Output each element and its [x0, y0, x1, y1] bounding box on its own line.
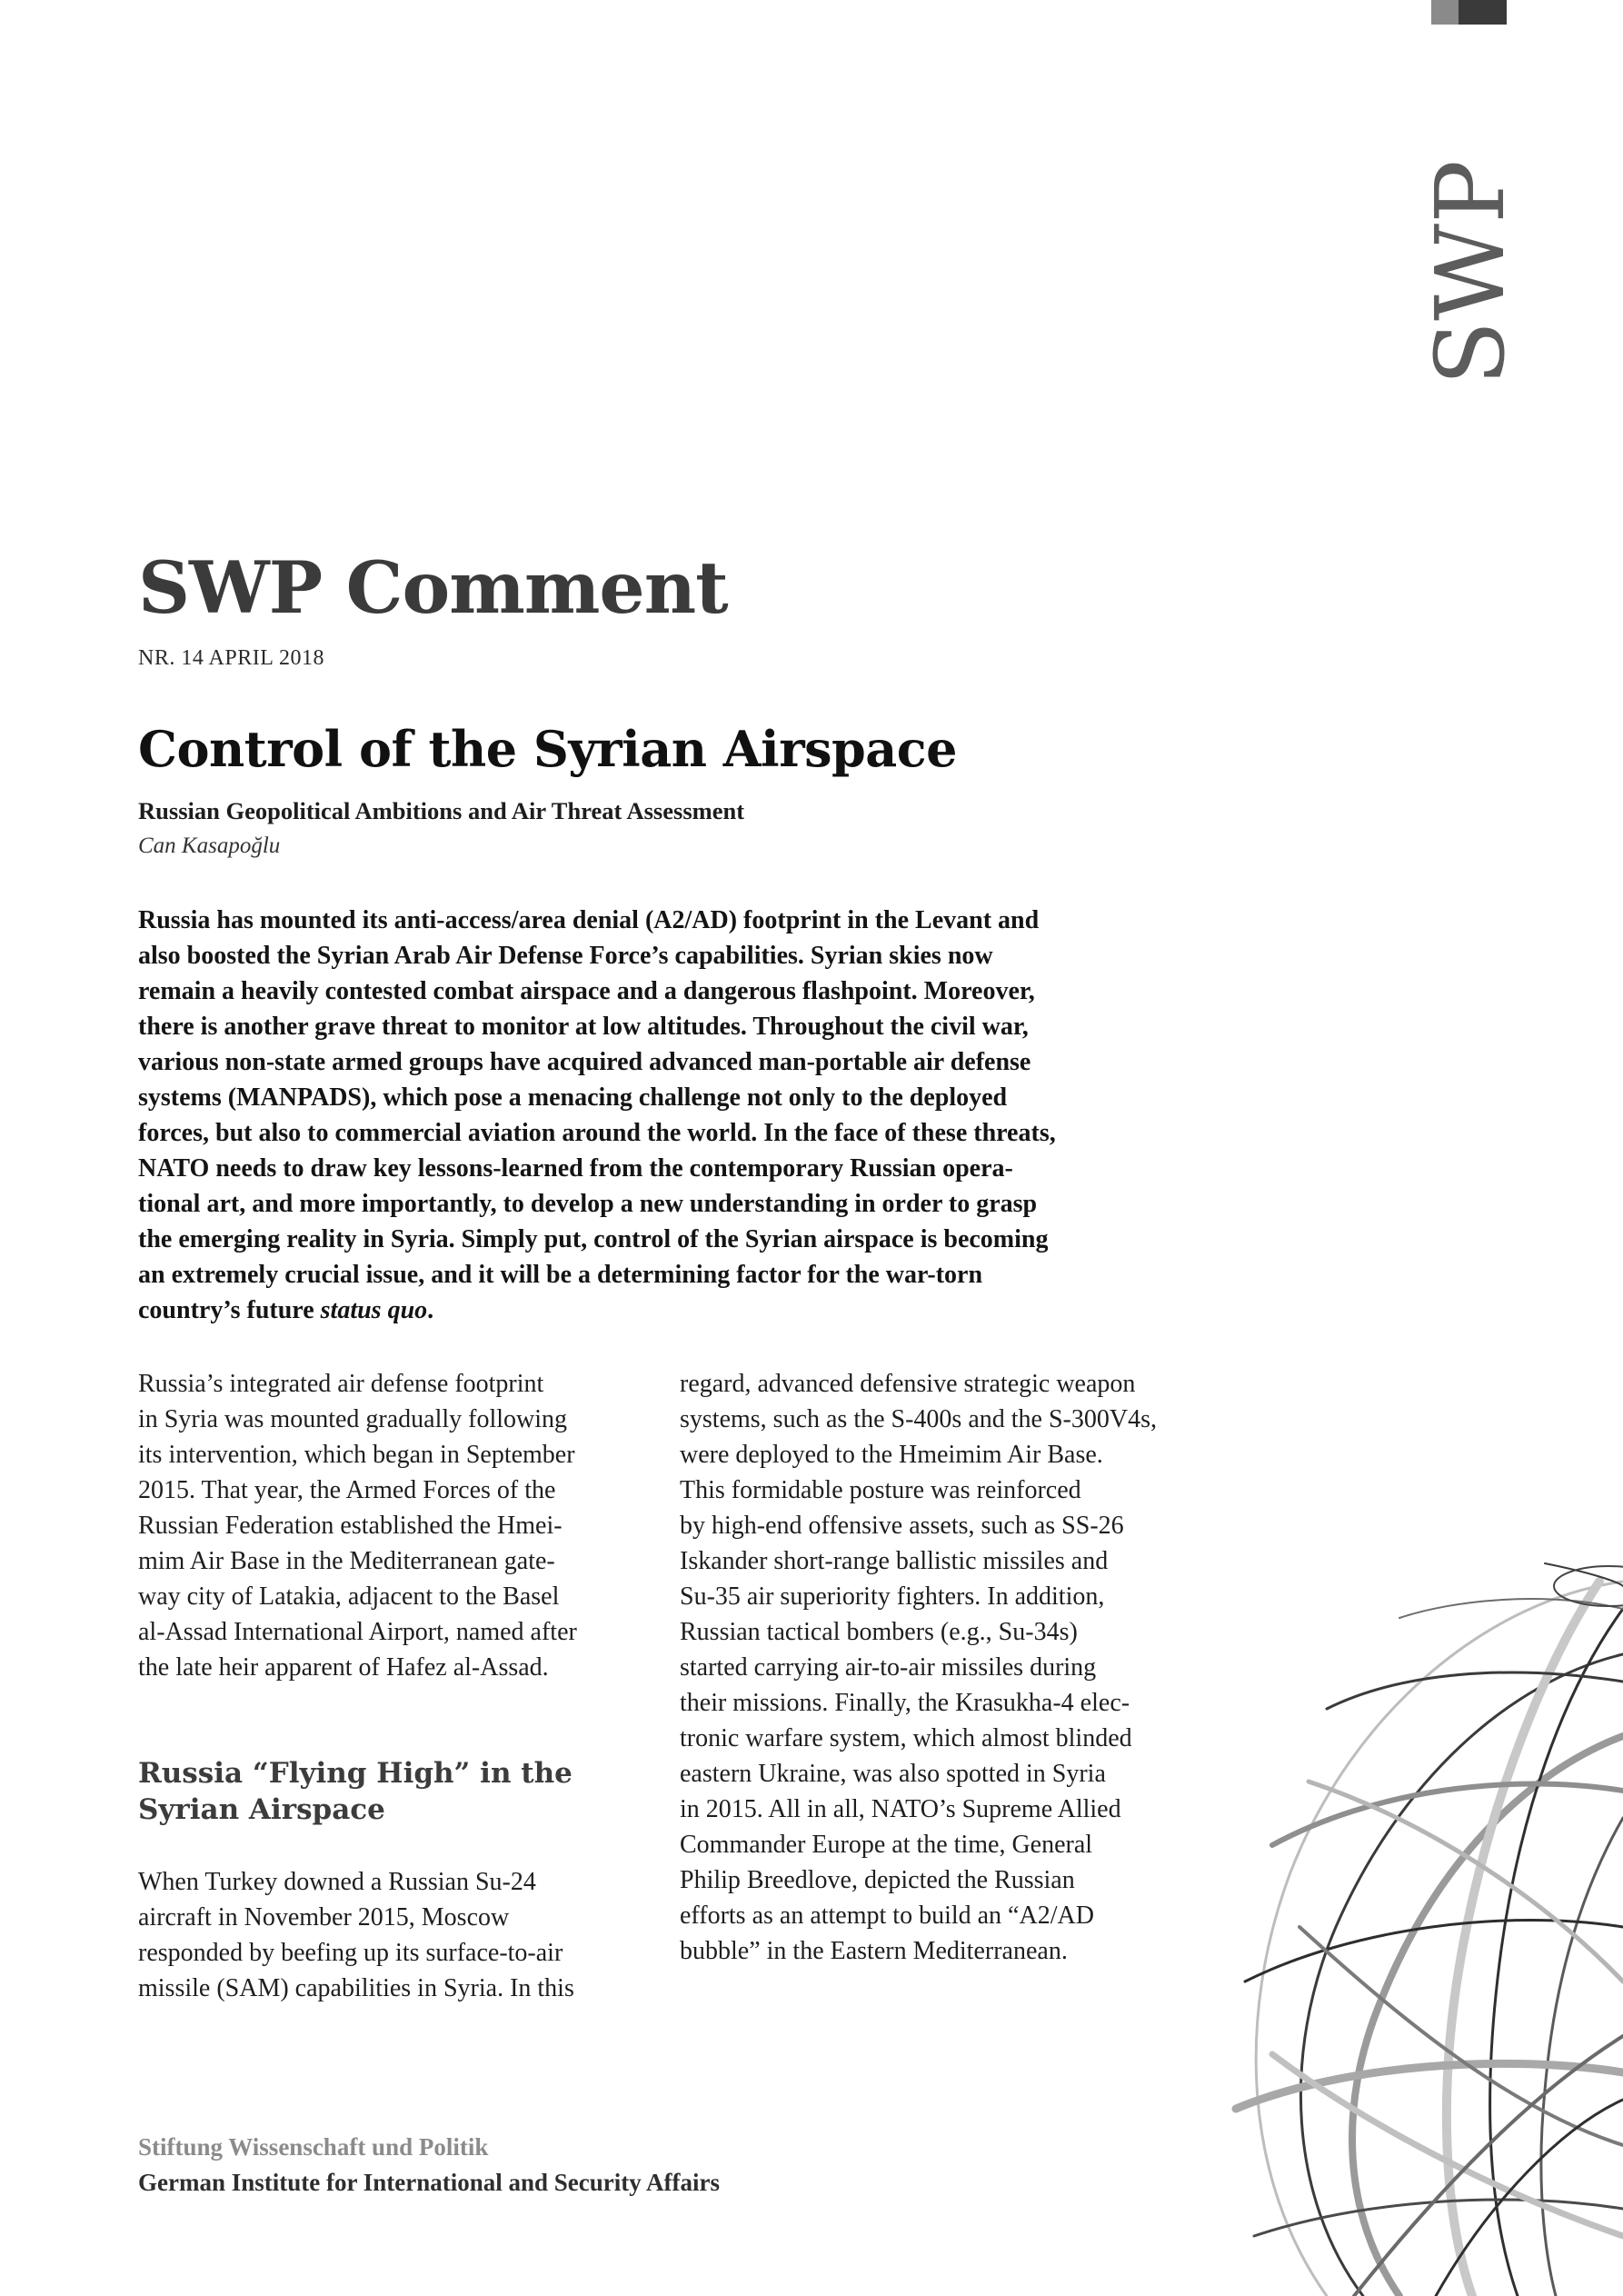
body-line: by high-end offensive assets, such as SS-26	[680, 1512, 1124, 1540]
body-line: tronic warfare system, which almost blinded	[680, 1724, 1132, 1752]
corner-tab-light	[1431, 0, 1459, 25]
body-line: responded by beefing up its surface-to-air	[138, 1939, 563, 1967]
series-title: SWP Comment	[138, 545, 728, 630]
abstract-line: forces, but also to commercial aviation around the world. In the face of these threats,	[138, 1119, 1056, 1147]
abstract-last-prefix: country’s future	[138, 1296, 321, 1324]
body-line: eastern Ukraine, was also spotted in Syria	[680, 1760, 1106, 1788]
abstract-line: also boosted the Syrian Arab Air Defense Force’s capabilities. Syrian skies now	[138, 942, 993, 970]
body-line: Russian Federation established the Hmei-	[138, 1512, 563, 1540]
abstract-line: NATO needs to draw key lessons-learned from the contemporary Russian opera-	[138, 1154, 1013, 1183]
body-line: started carrying air-to-air missiles during	[680, 1653, 1097, 1682]
abstract-lines	[138, 903, 1201, 1293]
body-line: aircraft in November 2015, Moscow	[138, 1903, 510, 1932]
section-heading-line: Russia “Flying High” in the	[138, 1757, 573, 1790]
body-line: efforts as an attempt to build an “A2/AD	[680, 1902, 1094, 1930]
footer-org-german: Stiftung Wissenschaft und Politik	[138, 2133, 489, 2161]
body-line: the late heir apparent of Hafez al-Assad.	[138, 1653, 549, 1682]
abstract-line: systems (MANPADS), which pose a menacing challenge not only to the deployed	[138, 1083, 1008, 1112]
body-line: regard, advanced defensive strategic weapon	[680, 1370, 1136, 1398]
body-line: were deployed to the Hmeimim Air Base.	[680, 1441, 1103, 1469]
abstract-last-suffix: .	[427, 1296, 434, 1324]
abstract	[138, 903, 1201, 1328]
abstract-line: an extremely crucial issue, and it will be a determining factor for the war-torn	[138, 1261, 983, 1289]
abstract-line: tional art, and more importantly, to develop a new understanding in order to grasp	[138, 1190, 1038, 1218]
body-line: When Turkey downed a Russian Su-24	[138, 1868, 536, 1896]
abstract-line: the emerging reality in Syria. Simply put, control of the Syrian airspace is becoming	[138, 1225, 1049, 1253]
article-author: Can Kasapoğlu	[138, 834, 281, 858]
body-line: 2015. That year, the Armed Forces of the	[138, 1476, 556, 1504]
body-paragraph	[138, 1366, 647, 1685]
body-paragraph	[138, 1864, 647, 2006]
body-line: Russian tactical bombers (e.g., Su-34s)	[680, 1618, 1078, 1646]
body-line: way city of Latakia, adjacent to the Basel	[138, 1582, 560, 1611]
body-line: Su-35 air superiority fighters. In addition,	[680, 1582, 1105, 1611]
body-line: This formidable posture was reinforced	[680, 1476, 1081, 1504]
body-line: Commander Europe at the time, General	[680, 1831, 1093, 1859]
abstract-italic-term: status quo	[320, 1296, 428, 1324]
body-line: Russia’s integrated air defense footprint	[138, 1370, 544, 1398]
swp-logo-text: SWP	[1415, 159, 1526, 385]
body-line: in Syria was mounted gradually following	[138, 1405, 568, 1433]
article-subtitle: Russian Geopolitical Ambitions and Air Threat Assessment	[138, 797, 745, 824]
body-line: their missions. Finally, the Krasukha-4 elec-	[680, 1689, 1130, 1717]
section-heading-line: Syrian Airspace	[138, 1793, 385, 1826]
abstract-line: Russia has mounted its anti-access/area denial (A2/AD) footprint in the Levant and	[138, 906, 1040, 934]
body-line: Philip Breedlove, depicted the Russian	[680, 1866, 1075, 1894]
corner-tab-dark	[1459, 0, 1507, 25]
body-line: missile (SAM) capabilities in Syria. In this	[138, 1974, 574, 2002]
body-paragraph	[680, 1366, 1189, 1969]
body-line: systems, such as the S-400s and the S-300V4s,	[680, 1405, 1157, 1433]
abstract-last-line	[138, 1293, 1201, 1328]
article-title: Control of the Syrian Airspace	[138, 720, 958, 778]
issue-number: NR. 14 APRIL 2018	[138, 646, 324, 670]
body-column-left	[138, 1366, 647, 2006]
body-line: al-Assad International Airport, named after	[138, 1618, 577, 1646]
body-line: mim Air Base in the Mediterranean gate-	[138, 1547, 555, 1575]
abstract-line: various non-state armed groups have acquired advanced man-portable air defense	[138, 1048, 1031, 1076]
footer-org-english: German Institute for International and Security Affairs	[138, 2169, 720, 2196]
abstract-line: remain a heavily contested combat airspace and a dangerous flashpoint. Moreover,	[138, 977, 1035, 1005]
globe-icon	[1218, 1545, 1623, 2296]
body-line: its intervention, which began in September	[138, 1441, 575, 1469]
body-line: Iskander short-range ballistic missiles and	[680, 1547, 1109, 1575]
body-line: in 2015. All in all, NATO’s Supreme Allied	[680, 1795, 1121, 1823]
swp-logo	[1415, 156, 1526, 388]
body-line: bubble” in the Eastern Mediterranean.	[680, 1937, 1068, 1965]
body-column-right	[680, 1366, 1189, 1969]
abstract-line: there is another grave threat to monitor at low altitudes. Throughout the civil war,	[138, 1013, 1029, 1041]
section-heading	[138, 1755, 647, 1828]
